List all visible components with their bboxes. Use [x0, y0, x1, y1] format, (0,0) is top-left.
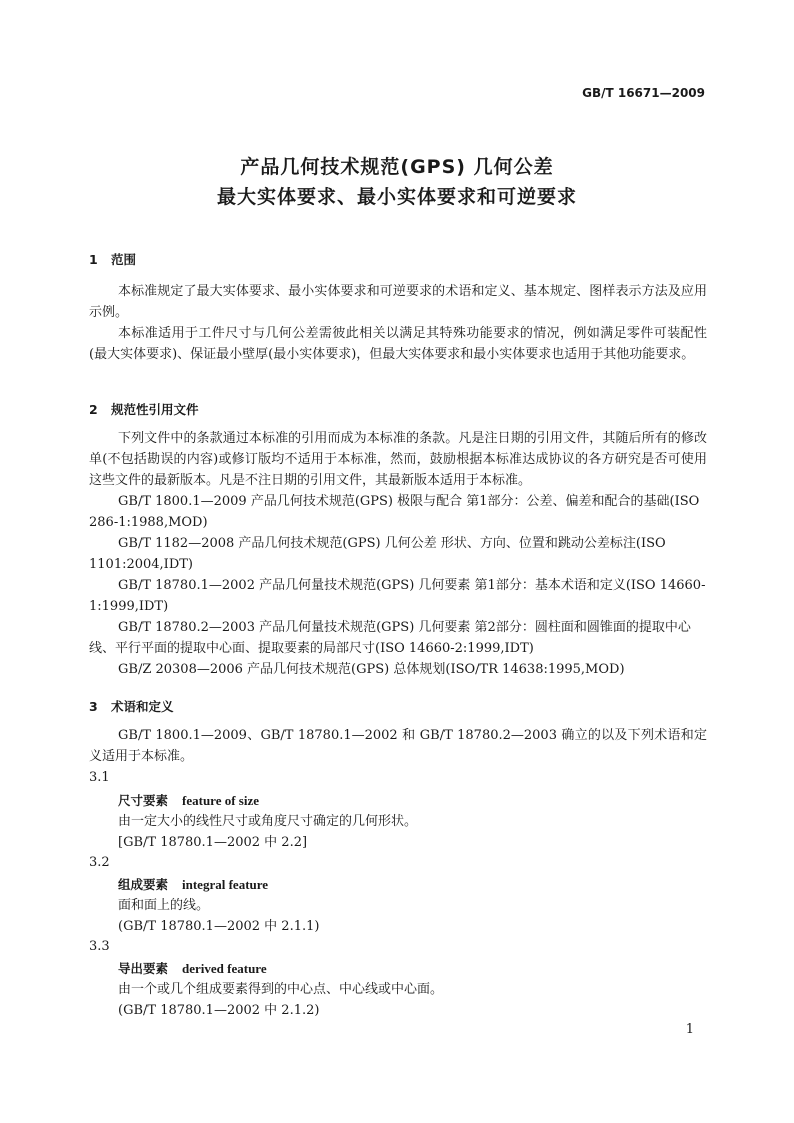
term-definition: 由一个或几个组成要素得到的中心点、中心线或中心面。	[118, 982, 444, 997]
term-definition: 由一定大小的线性尺寸或角度尺寸确定的几何形状。	[118, 814, 418, 829]
term-number: 3.3	[89, 939, 110, 954]
standard-code: GB/T 16671—2009	[582, 86, 705, 100]
document-title-line-2: 最大实体要求、最小实体要求和可逆要求	[216, 186, 577, 208]
reference-item: GB/Z 20308—2006 产品几何技术规范(GPS) 总体规划(ISO/TR 14638:1995,MOD)	[118, 662, 625, 677]
term-source: (GB/T 18780.1—2002 中 2.1.2)	[118, 1003, 320, 1018]
reference-list	[89, 491, 707, 680]
paragraph: GB/T 1800.1—2009、GB/T 18780.1—2002 和 GB/T 18780.2—2003 确立的以及下列术语和定义适用于本标准。	[89, 728, 707, 764]
term-english: integral feature	[182, 877, 269, 892]
section-title: 规范性引用文件	[111, 402, 199, 417]
section-heading-terms	[89, 697, 174, 715]
section-title: 术语和定义	[111, 699, 174, 714]
reference-item: GB/T 1182—2008 产品几何技术规范(GPS) 几何公差 形状、方向、位置和跳动公差标注(ISO 1101:2004,IDT)	[89, 536, 666, 572]
term-number: 3.1	[89, 770, 110, 785]
term-name: 尺寸要素	[118, 793, 169, 808]
page-number: 1	[685, 1022, 694, 1037]
paragraph: 下列文件中的条款通过本标准的引用而成为本标准的条款。凡是注日期的引用文件，其随后所有的修改单(不包括勘误的内容)或修订版均不适用于本标准，然而，鼓励根据本标准达成协议的各方研究是否可使用这些文件的最新版本。凡是不注日期的引用文件，其最新版本适用于本标准。	[89, 431, 707, 488]
section-heading-scope	[89, 250, 136, 268]
reference-item: GB/T 18780.1—2002 产品几何量技术规范(GPS) 几何要素 第1部分：基本术语和定义(ISO 14660-1:1999,IDT)	[89, 578, 706, 614]
term-english: derived feature	[182, 961, 267, 976]
section-title: 范围	[111, 252, 137, 267]
term-name: 组成要素	[118, 877, 169, 892]
term-entry	[118, 958, 267, 980]
term-entry	[118, 874, 268, 896]
section-number: 3	[89, 699, 98, 714]
paragraph: 本标准适用于工件尺寸与几何公差需彼此相关以满足其特殊功能要求的情况，例如满足零件可装配性(最大实体要求)、保证最小壁厚(最小实体要求)，但最大实体要求和最小实体要求也适用于其他功能要求。	[89, 326, 707, 362]
term-english: feature of size	[182, 793, 260, 808]
scope-text	[89, 281, 707, 365]
term-definition: 面和面上的线。	[118, 898, 210, 913]
section-number: 2	[89, 402, 98, 417]
reference-item: GB/T 18780.2—2003 产品几何量技术规范(GPS) 几何要素 第2部分：圆柱面和圆锥面的提取中心线、平行平面的提取中心面、提取要素的局部尺寸(ISO 14660-2:1999,IDT)	[89, 620, 691, 656]
paragraph: 本标准规定了最大实体要求、最小实体要求和可逆要求的术语和定义、基本规定、图样表示方法及应用示例。	[89, 284, 707, 320]
section-number: 1	[89, 252, 98, 267]
terms-intro	[89, 725, 707, 767]
document-title-line-1: 产品几何技术规范(GPS) 几何公差	[240, 156, 554, 178]
section-heading-normative	[89, 400, 199, 418]
term-name: 导出要素	[118, 961, 169, 976]
term-entry	[118, 790, 259, 812]
normative-intro	[89, 428, 707, 491]
term-source: (GB/T 18780.1—2002 中 2.1.1)	[118, 919, 320, 934]
term-source: [GB/T 18780.1—2002 中 2.2]	[118, 835, 308, 850]
reference-item: GB/T 1800.1—2009 产品几何技术规范(GPS) 极限与配合 第1部分：公差、偏差和配合的基础(ISO 286-1:1988,MOD)	[89, 494, 700, 530]
term-number: 3.2	[89, 855, 110, 870]
